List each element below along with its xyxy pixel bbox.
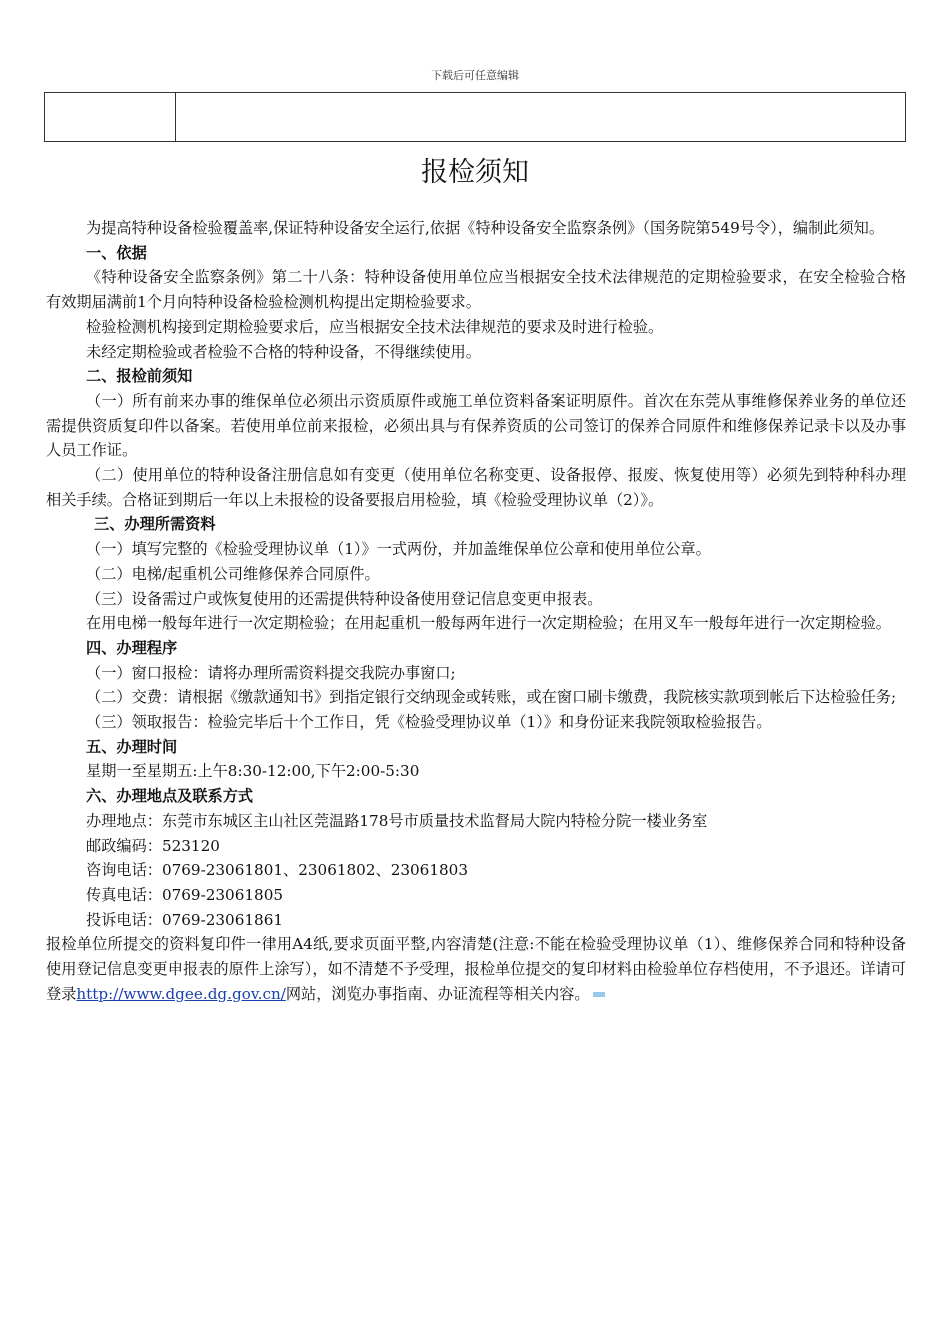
closing-text: 报检单位所提交的资料复印件一律用A4纸,要求页面平整,内容清楚(注意:不能在检验受理协议单（1）、维修保养合同和特种设备使用登记信息变更申报表的原件上涂写），如不清楚不予受理，报检单位提交的复印材料由检验单位存档使用，不予退还。详请可登录 (46, 935, 906, 1003)
section-paragraph: （三）设备需过户或恢复使用的还需提供特种设备使用登记信息变更申报表。 (86, 589, 603, 608)
header-table-cell-right (176, 93, 905, 141)
header-table-cell-left (45, 93, 176, 141)
section-heading-basis: 一、依据 (86, 243, 147, 262)
section-paragraph: 未经定期检验或者检验不合格的特种设备，不得继续使用。 (86, 342, 481, 361)
section-paragraph: 检验检测机构接到定期检验要求后，应当根据安全技术法律规范的要求及时进行检验。 (86, 317, 664, 336)
section-paragraph: （三）领取报告：检验完毕后十个工作日，凭《检验受理协议单（1）》和身份证来我院领取检验报告。 (86, 713, 772, 732)
document-body (46, 216, 906, 1007)
contact-fax: 传真电话：0769-23061805 (86, 885, 284, 904)
section-paragraph: （一）窗口报检：请将办理所需资料提交我院办事窗口; (86, 663, 456, 682)
section-paragraph: （二）交费：请根据《缴款通知书》到指定银行交纳现金或转账，或在窗口刷卡缴费，我院核实款项到帐后下达检验任务; (86, 688, 897, 707)
section-paragraph: （一）填写完整的《检验受理协议单（1）》一式两份，并加盖维保单位公章和使用单位公章。 (86, 540, 711, 559)
section-paragraph: 《特种设备安全监察条例》第二十八条：特种设备使用单位应当根据安全技术法律规范的定期检验要求，在安全检验合格有效期届满前1个月向特种设备检验检测机构提出定期检验要求。 (46, 268, 906, 312)
text-cursor-marker (593, 992, 605, 997)
section-heading-pre-inspection: 二、报检前须知 (86, 367, 193, 386)
section-heading-materials: 三、办理所需资料 (94, 515, 216, 534)
section-paragraph: （二）电梯/起重机公司维修保养合同原件。 (86, 564, 380, 583)
contact-complaint-phone: 投诉电话：0769-23061861 (86, 910, 284, 929)
office-hours: 星期一至星期五:上午8:30-12:00,下午2:00-5:30 (86, 762, 420, 781)
intro-paragraph: 为提高特种设备检验覆盖率,保证特种设备安全运行,依据《特种设备安全监察条例》（国务院第549号令），编制此须知。 (86, 219, 885, 237)
page-title: 报检须知 (421, 157, 529, 188)
section-paragraph: （一）所有前来办事的维保单位必须出示资质原件或施工单位资料备案证明原件。首次在东莞从事维修保养业务的单位还需提供资质复印件以备案。若使用单位前来报检，必须出具与有保养资质的公司签订的保养合同原件和维修保养记录卡以及办事人员工作证。 (46, 391, 906, 460)
contact-postcode: 邮政编码：523120 (86, 836, 220, 855)
contact-inquiry-phone: 咨询电话：0769-23061801、23061802、23061803 (86, 861, 469, 880)
section-paragraph: 在用电梯一般每年进行一次定期检验；在用起重机一般每两年进行一次定期检验；在用叉车一般每年进行一次定期检验。 (86, 614, 891, 633)
contact-address: 办理地点：东莞市东城区主山社区莞温路178号市质量技术监督局大院内特检分院一楼业务室 (86, 811, 708, 830)
header-note: 下载后可任意编辑 (431, 69, 519, 82)
website-link[interactable]: http://www.dgee.dg.gov.cn/ (76, 984, 286, 1003)
closing-paragraph (46, 932, 906, 1006)
section-heading-contact: 六、办理地点及联系方式 (86, 787, 254, 806)
header-table (44, 92, 906, 142)
section-paragraph: （二）使用单位的特种设备注册信息如有变更（使用单位名称变更、设备报停、报废、恢复使用等）必须先到特种科办理相关手续。合格证到期后一年以上未报检的设备要报启用检验，填《检验受理协议单（2）》。 (46, 466, 906, 509)
closing-text-end: 网站，浏览办事指南、办证流程等相关内容。 (285, 984, 590, 1003)
section-heading-procedure: 四、办理程序 (86, 638, 178, 657)
section-heading-hours: 五、办理时间 (86, 737, 178, 756)
